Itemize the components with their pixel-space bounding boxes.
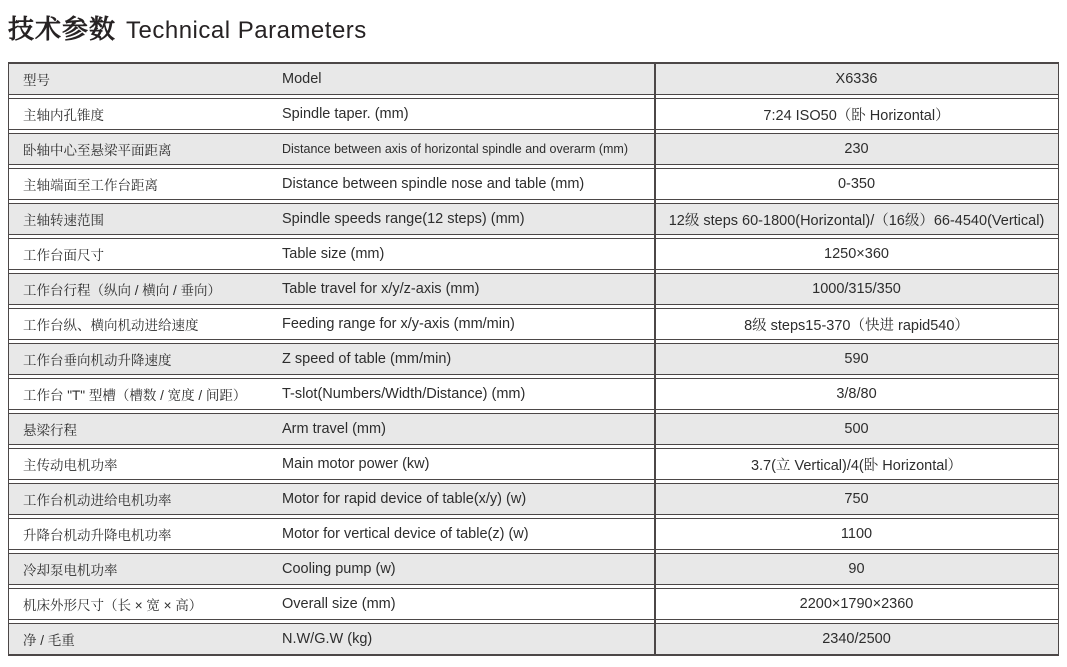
param-label-zh: 主传动电机功率 (23, 458, 118, 473)
param-label-en: Distance between spindle nose and table (mm) (282, 176, 585, 192)
param-value: 1100 (840, 526, 873, 542)
param-label-zh: 主轴内孔锥度 (23, 108, 104, 123)
param-label-en: Overall size (mm) (282, 596, 396, 612)
param-label-en: Table size (mm) (282, 246, 385, 262)
param-label-zh: 工作台纵、横向机动进给速度 (23, 318, 199, 333)
param-value: 3/8/80 (836, 386, 877, 402)
param-label-en: Motor for vertical device of table(z) (w) (282, 526, 529, 542)
table-row (9, 623, 1058, 655)
param-label-en: Main motor power (kw) (282, 456, 430, 472)
param-label-zh: 悬梁行程 (23, 423, 77, 438)
param-value: 12级 steps 60-1800(Horizontal)/（16级）66-4540(Vertical) (668, 212, 1045, 229)
param-label-en: N.W/G.W (kg) (282, 631, 373, 647)
param-label-en: Motor for rapid device of table(x/y) (w) (282, 491, 527, 507)
param-value: 1250×360 (824, 246, 889, 262)
param-label-zh: 主轴转速范围 (23, 213, 104, 228)
param-value: 8级 steps15-370（快进 rapid540） (744, 317, 969, 334)
table-row (9, 203, 1058, 235)
table-body (9, 63, 1058, 655)
param-value: 1000/315/350 (812, 281, 901, 297)
table-row (9, 98, 1058, 130)
param-label-zh: 净 / 毛重 (23, 633, 75, 648)
param-label-zh: 型号 (23, 73, 50, 88)
param-label-en: Spindle speeds range(12 steps) (mm) (282, 211, 525, 227)
param-value: 590 (844, 351, 869, 367)
param-label-en: Z speed of table (mm/min) (282, 351, 452, 367)
table-row (9, 413, 1058, 445)
table-row (9, 518, 1058, 550)
table-row (9, 168, 1058, 200)
param-label-en: Feeding range for x/y-axis (mm/min) (282, 316, 515, 332)
param-value: X6336 (835, 71, 878, 87)
param-label-zh: 主轴端面至工作台距离 (23, 178, 158, 193)
param-label-en: Model (282, 71, 322, 87)
table-row (9, 308, 1058, 340)
param-label-zh: 工作台 "T" 型槽（槽数 / 宽度 / 间距） (23, 388, 247, 403)
param-label-zh: 工作台机动进给电机功率 (23, 493, 172, 508)
page-title-en: Technical Parameters (126, 17, 367, 44)
param-label-en: Distance between axis of horizontal spindle and overarm (mm) (282, 142, 628, 156)
param-label-en: Table travel for x/y/z-axis (mm) (282, 281, 480, 297)
param-label-zh: 冷却泵电机功率 (23, 563, 118, 578)
param-value: 7:24 ISO50（卧 Horizontal） (763, 107, 950, 124)
param-label-en: T-slot(Numbers/Width/Distance) (mm) (282, 386, 526, 402)
param-label-en: Cooling pump (w) (282, 561, 396, 577)
param-value: 2200×1790×2360 (799, 596, 914, 612)
param-value: 2340/2500 (822, 631, 891, 647)
param-label-zh: 工作台面尺寸 (23, 248, 104, 263)
table-row (9, 378, 1058, 410)
param-label-zh: 工作台行程（纵向 / 横向 / 垂向） (23, 283, 222, 298)
param-label-zh: 工作台垂向机动升降速度 (23, 353, 172, 368)
column-divider (654, 63, 656, 655)
param-label-en: Spindle taper. (mm) (282, 106, 409, 122)
param-value: 3.7(立 Vertical)/4(卧 Horizontal） (750, 457, 963, 474)
table-row (9, 553, 1058, 585)
param-value: 230 (844, 141, 869, 157)
table-row (9, 343, 1058, 375)
param-value: 500 (844, 421, 869, 437)
table-row (9, 133, 1058, 165)
param-value: 0-350 (837, 176, 876, 192)
param-value: 750 (844, 491, 869, 507)
param-label-zh: 升降台机动升降电机功率 (23, 528, 172, 543)
param-label-zh: 卧轴中心至悬梁平面距离 (23, 143, 172, 158)
table-row (9, 588, 1058, 620)
page-title-zh: 技术参数 (8, 14, 117, 44)
param-label-zh: 机床外形尺寸（长 × 宽 × 高） (23, 598, 203, 613)
param-label-en: Arm travel (mm) (282, 421, 386, 437)
table-row (9, 63, 1058, 95)
technical-parameters-table (8, 62, 1059, 656)
table-row (9, 238, 1058, 270)
param-value: 90 (848, 561, 865, 577)
page-title (8, 9, 367, 46)
table-row (9, 448, 1058, 480)
table-row (9, 273, 1058, 305)
table-row (9, 483, 1058, 515)
